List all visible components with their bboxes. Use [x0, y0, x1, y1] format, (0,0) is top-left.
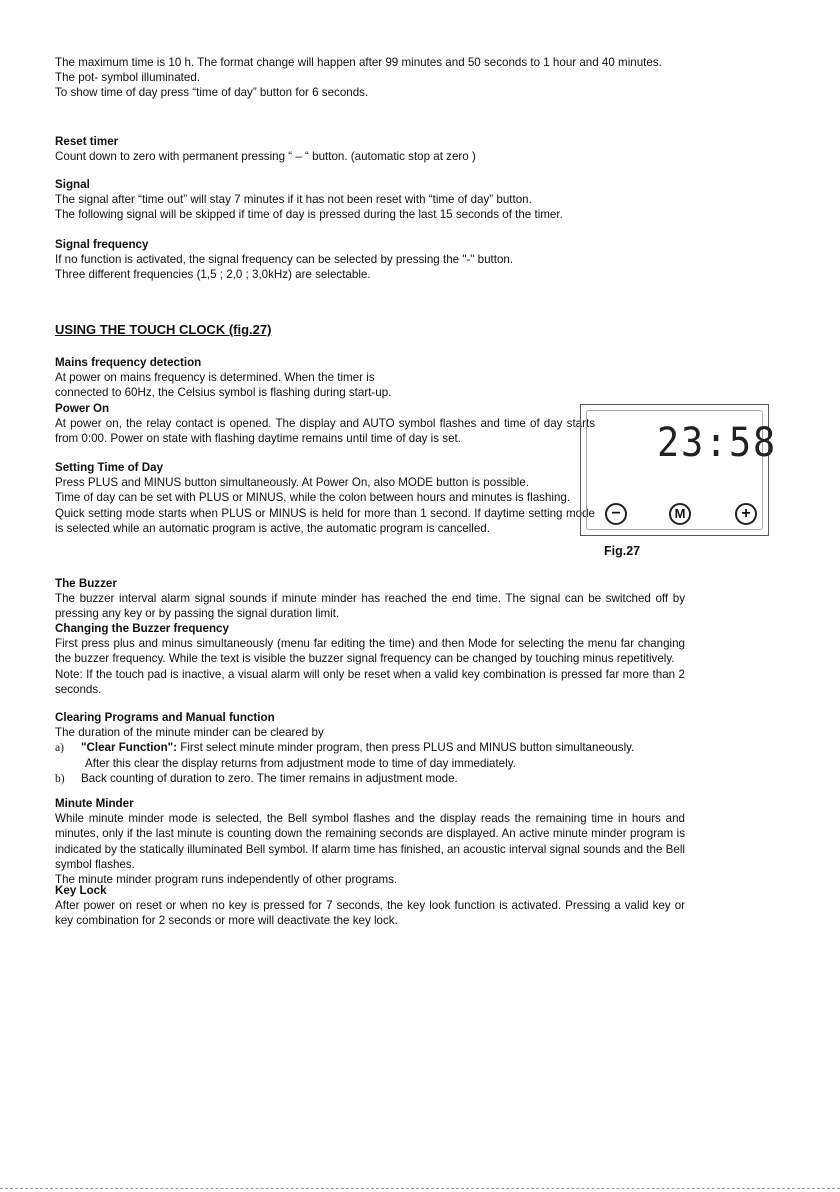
changing-buzzer-heading: Changing the Buzzer frequency	[55, 622, 229, 635]
signal-frequency-heading: Signal frequency	[55, 238, 149, 251]
option-b-label: b)	[55, 771, 65, 785]
buzzer-text: The buzzer interval alarm signal sounds if minute minder has reached the end time. The signal can be switched off by pressing any key or by passing the signal duration limit.	[55, 592, 685, 621]
power-on-block	[55, 401, 595, 447]
minute-minder-text-1: While minute minder mode is selected, the Bell symbol flashes and the display reads the remaining time in hours and minutes, only if the last minute is counting down the remaining seconds are displayed. An active minute minder program is indicated by the statically illuminated Bell symbol. If alarm time has finished, an acoustic interval signal sounds and the Bell symbol flashes.	[55, 812, 685, 871]
changing-buzzer-block	[55, 621, 685, 697]
mode-button[interactable]: M	[669, 503, 691, 525]
signal-frequency-block	[55, 237, 685, 283]
setting-time-text-2: Time of day can be set with PLUS or MINUS, while the colon between hours and minutes is flashing.	[55, 491, 571, 505]
power-on-text: At power on, the relay contact is opened. The display and AUTO symbol flashes and time of day starts from 0:00. Power on state with flashing daytime remains until time of day is set.	[55, 417, 595, 446]
section-title-block	[55, 322, 685, 337]
clearing-heading: Clearing Programs and Manual function	[55, 711, 275, 724]
signal-heading: Signal	[55, 178, 90, 191]
setting-time-text-3: Quick setting mode starts when PLUS or MINUS is held for more than 1 second. If daytime setting mode is selected while an automatic program is active, the automatic program is cancelled.	[55, 506, 595, 535]
mains-frequency-text: At power on mains frequency is determined. When the timer is connected to 60Hz, the Celsius symbol is flashing during start-up.	[55, 371, 392, 400]
touch-clock-panel	[586, 410, 777, 530]
show-time-text: To show time of day press “time of day” button for 6 seconds.	[55, 86, 369, 100]
mains-frequency-heading: Mains frequency detection	[55, 356, 202, 369]
key-lock-heading: Key Lock	[55, 884, 107, 897]
timer-info-block	[55, 55, 685, 101]
signal-frequency-line-2: Three different frequencies (1,5 ; 2,0 ; 3,0kHz) are selectable.	[55, 268, 371, 282]
minute-minder-heading: Minute Minder	[55, 797, 134, 810]
power-on-heading: Power On	[55, 402, 110, 415]
clearing-option-a	[55, 740, 685, 755]
setting-time-block	[55, 460, 595, 536]
option-a-text: First select minute minder program, then press PLUS and MINUS button simultaneously.	[177, 741, 635, 755]
option-a-label: a)	[55, 741, 65, 755]
changing-buzzer-text-1: First press plus and minus simultaneously (menu far editing the time) and then Mode for selecting the menu far changing the buzzer frequency. While the text is visible the buzzer signal frequency can be changed by touching minus repetitively.	[55, 637, 685, 666]
key-lock-text: After power on reset or when no key is pressed for 7 seconds, the key look function is activated. Pressing a valid key or key combination for 2 seconds or more will deactivate the key lock.	[55, 899, 685, 928]
setting-time-text-1: Press PLUS and MINUS button simultaneously. At Power On, also MODE button is possible.	[55, 476, 530, 490]
clock-display: 23:58	[657, 420, 777, 466]
option-a-after-text: After this clear the display returns from adjustment mode to time of day immediately.	[85, 756, 516, 770]
clear-function-term: "Clear Function":	[81, 741, 178, 755]
plus-button[interactable]: +	[735, 503, 757, 525]
buzzer-heading: The Buzzer	[55, 577, 117, 590]
reset-timer-heading: Reset timer	[55, 135, 119, 148]
buzzer-block	[55, 576, 685, 622]
mains-frequency-block	[55, 355, 405, 401]
signal-line-1: The signal after “time out” will stay 7 minutes if it has not been reset with “time of day” button.	[55, 193, 532, 207]
signal-block	[55, 177, 685, 223]
minute-minder-block	[55, 796, 685, 887]
section-title: USING THE TOUCH CLOCK (fig.27)	[55, 322, 272, 337]
changing-buzzer-text-2: Note: If the touch pad is inactive, a visual alarm will only be reset when a valid key combination is pressed far more than 2 seconds.	[55, 667, 685, 696]
option-b-text: Back counting of duration to zero. The timer remains in adjustment mode.	[81, 771, 458, 785]
key-lock-block	[55, 883, 685, 929]
reset-timer-text: Count down to zero with permanent pressing “ – “ button. (automatic stop at zero )	[55, 150, 476, 164]
signal-line-2: The following signal will be skipped if time of day is pressed during the last 15 seconds of the timer.	[55, 208, 563, 222]
page-bottom-rule	[0, 1188, 840, 1189]
touch-clock-figure	[580, 404, 777, 536]
clearing-intro: The duration of the minute minder can be cleared by	[55, 726, 324, 740]
pot-symbol-text: The pot- symbol illuminated.	[55, 71, 200, 85]
figure-caption: Fig.27	[604, 544, 641, 558]
setting-time-heading: Setting Time of Day	[55, 461, 164, 474]
clearing-block	[55, 710, 685, 786]
clearing-option-b	[55, 771, 685, 786]
reset-timer-block	[55, 134, 685, 164]
signal-frequency-line-1: If no function is activated, the signal frequency can be selected by pressing the "-" button.	[55, 253, 514, 267]
max-time-text: The maximum time is 10 h. The format change will happen after 99 minutes and 50 seconds to 1 hour and 40 minutes.	[55, 56, 662, 69]
minus-button[interactable]: −	[605, 503, 627, 525]
minute-minder-text-2: The minute minder program runs independently of other programs.	[55, 873, 398, 887]
